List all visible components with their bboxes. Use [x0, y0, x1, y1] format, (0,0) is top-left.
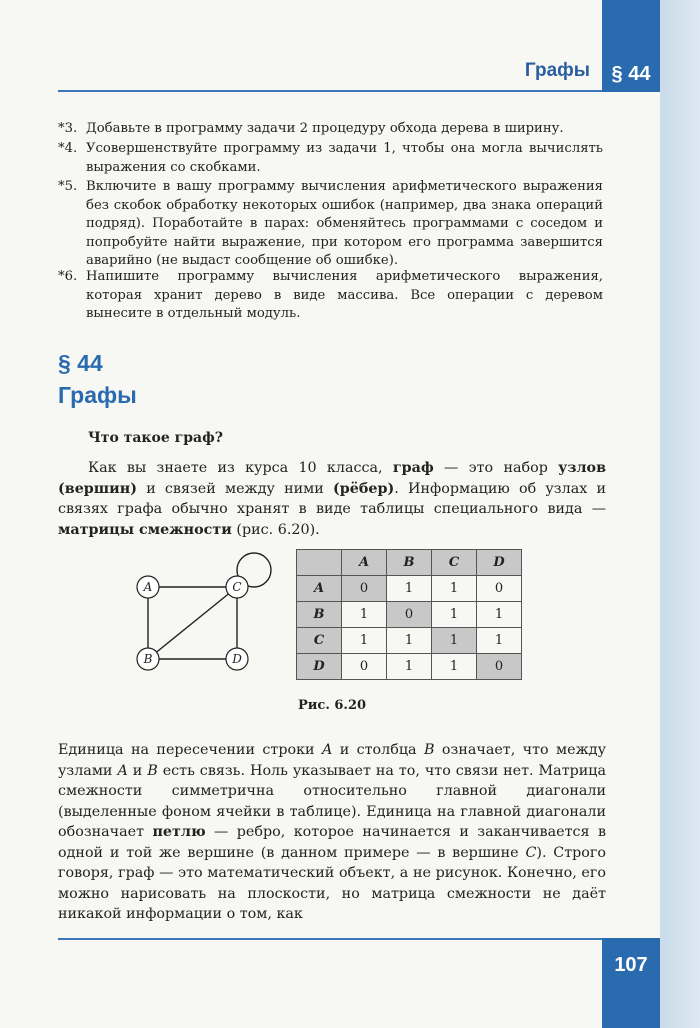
exercise-text: Напишите программу вычисления арифметического выражения, которая хранит дерево в виде массива. Все операции с деревом вынесите в отдельный модуль.	[86, 269, 603, 321]
footer-rule	[58, 938, 602, 940]
header-rule	[58, 90, 602, 92]
matrix-cell: 1	[387, 654, 432, 680]
matrix-row-header: D	[297, 654, 342, 680]
exercise-text: Усовершенствуйте программу из задачи 1, чтобы она могла вычислять выражения со скобками.	[86, 141, 603, 175]
matrix-cell: 1	[432, 576, 477, 602]
matrix-header-row	[297, 550, 522, 576]
matrix-row	[297, 602, 522, 628]
matrix-row-header: B	[297, 602, 342, 628]
matrix-cell: 1	[477, 602, 522, 628]
matrix-cell: 1	[477, 628, 522, 654]
matrix-cell: 0	[387, 602, 432, 628]
exercise-number: *6.	[58, 269, 78, 284]
exercise-text: Включите в вашу программу вычисления арифметического выражения без скобок обработку некоторых ошибок (например, два знака операций подряд). Поработайте в парах: обменяйтесь программами с соседом и попробуйте найти выражение, при котором его программа завершится аварийно (не выдаст сообщение об ошибке).	[86, 179, 603, 268]
matrix-col-header: D	[477, 550, 522, 576]
exercise-3	[58, 120, 603, 139]
exercise-text: Добавьте в программу задачи 2 процедуру обхода дерева в ширину.	[86, 121, 564, 136]
matrix-cell: 1	[342, 628, 387, 654]
matrix-cell: 1	[387, 628, 432, 654]
matrix-row-header: A	[297, 576, 342, 602]
matrix-cell: 1	[432, 628, 477, 654]
adjacency-matrix	[296, 549, 522, 680]
running-header-title: Графы	[524, 60, 590, 81]
exercise-6	[58, 268, 603, 324]
matrix-cell: 0	[342, 654, 387, 680]
graph-figure	[128, 546, 278, 676]
matrix-col-header: C	[432, 550, 477, 576]
matrix-cell: 1	[342, 602, 387, 628]
subheading: Что такое граф?	[88, 430, 223, 446]
exercise-number: *3.	[58, 121, 78, 136]
matrix-row-header: C	[297, 628, 342, 654]
section-tab: § 44	[602, 0, 660, 92]
edge-b-c	[148, 587, 237, 659]
matrix-cell: 1	[432, 602, 477, 628]
matrix-cell: 0	[477, 576, 522, 602]
matrix-col-header: A	[342, 550, 387, 576]
exercise-4	[58, 140, 603, 177]
figure-caption: Рис. 6.20	[298, 698, 367, 713]
matrix-row	[297, 654, 522, 680]
node-c-label: C	[232, 580, 242, 594]
section-number: § 44	[58, 350, 103, 376]
matrix-cell: 1	[432, 654, 477, 680]
matrix-corner	[297, 550, 342, 576]
section-title: Графы	[58, 382, 137, 408]
intro-paragraph: Как вы знаете из курса 10 класса, граф — это набор узлов (вершин) и связей между ними (рёбер). Информацию об узлах и связях графа обычно хранят в виде таблицы специального вида — матрицы смежности (рис. 6.20).	[58, 460, 606, 538]
page-number: 107	[602, 938, 660, 1028]
matrix-col-header: B	[387, 550, 432, 576]
exercise-number: *4.	[58, 141, 78, 156]
exercise-5	[58, 178, 603, 271]
node-b-label: B	[143, 652, 153, 666]
exercise-number: *5.	[58, 179, 78, 194]
matrix-cell: 1	[387, 576, 432, 602]
node-a-label: A	[143, 580, 153, 594]
matrix-cell: 0	[477, 654, 522, 680]
page-side-strip	[660, 0, 700, 1028]
node-d-label: D	[232, 652, 242, 666]
matrix-cell: 0	[342, 576, 387, 602]
matrix-row	[297, 628, 522, 654]
body-paragraph: Единица на пересечении строки A и столбца B означает, что между узлами A и B есть связь. Ноль указывает на то, что связи нет. Матрица смежности симметрична относительно главной диагонали (выделенные фоном ячейки в таблице). Единица на главной диагонали обозначает петлю — ребро, которое начинается и заканчивается в одной и той же вершине (в данном примере — в вершине C). Строго говоря, граф — это математический объект, а не рисунок. Конечно, его можно нарисовать на плоскости, но матрица смежности не даёт никакой информации о том, как	[58, 742, 607, 922]
matrix-row	[297, 576, 522, 602]
